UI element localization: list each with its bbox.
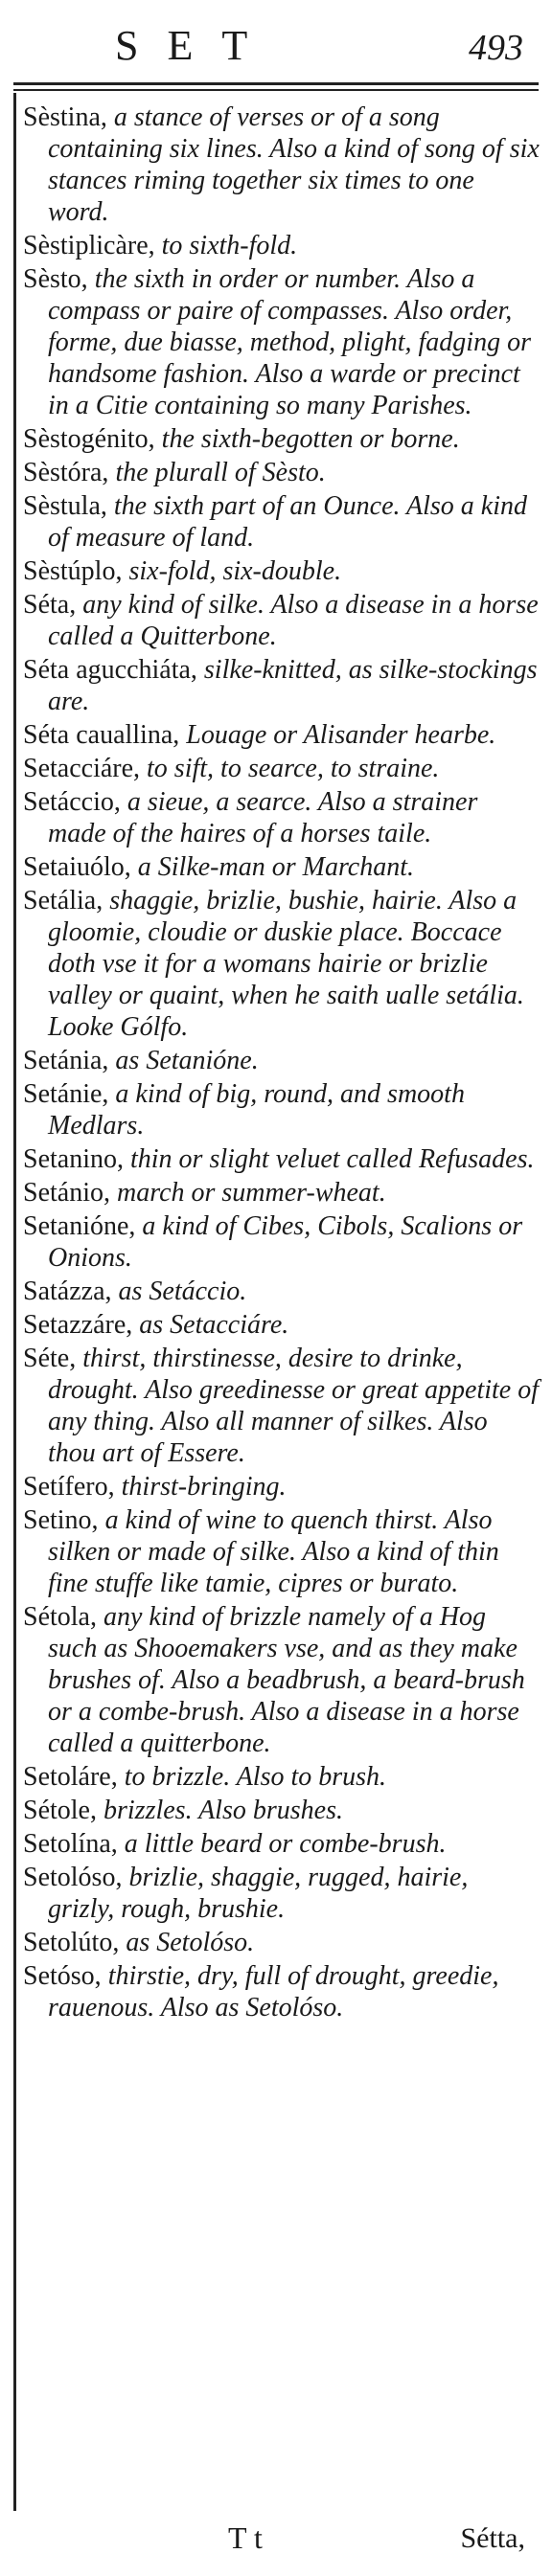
dictionary-entry — [23, 885, 540, 1043]
dictionary-entry — [23, 1309, 540, 1341]
running-head: SET — [115, 22, 277, 69]
dictionary-entry — [23, 786, 540, 849]
entry-definition: shaggie, brizlie, bushie, hairie. Also a gloomie, cloudie or duskie place. Boccace doth vse it for a womans hairie or brizlie valley or quaint, when he saith ualle setália. Looke Gólfo. — [48, 886, 524, 1042]
entry-headword: Setazzáre, — [23, 1310, 133, 1340]
entry-headword: Sétole, — [23, 1796, 97, 1825]
dictionary-entry — [23, 102, 540, 228]
entry-definition: a kind of big, round, and smooth Medlars. — [48, 1079, 465, 1141]
entry-headword: Setóso, — [23, 1961, 102, 1991]
entry-headword: Setanióne, — [23, 1211, 136, 1241]
entry-definition: six-fold, six-double. — [122, 556, 342, 586]
entry-headword: Sèstina, — [23, 102, 107, 132]
dictionary-entry — [23, 555, 540, 587]
entry-definition: as Setáccio. — [111, 1277, 247, 1306]
entry-definition: a sieue, a searce. Also a strainer made of the haires of a horses taile. — [48, 787, 478, 848]
dictionary-entry — [23, 1045, 540, 1076]
entry-headword: Setífero, — [23, 1472, 115, 1502]
dictionary-entry — [23, 589, 540, 652]
dictionary-entry — [23, 230, 540, 261]
signature-mark: T t — [228, 2520, 263, 2555]
dictionary-entry — [23, 1504, 540, 1599]
entry-headword: Séte, — [23, 1344, 77, 1373]
header-rule-inner — [13, 89, 539, 91]
entry-definition: any kind of brizzle namely of a Hog such as Shooemakers vse, and as they make brushes of. Also a beadbrush, a beard-brush or a combe-brush. Also a disease in a horse called a quitterbone. — [48, 1602, 525, 1758]
entry-definition: brizzles. Also brushes. — [97, 1796, 343, 1825]
dictionary-entry — [23, 851, 540, 883]
column-rule — [13, 93, 16, 2511]
dictionary-entry — [23, 719, 540, 751]
dictionary-entry — [23, 457, 540, 488]
entry-definition: thirst-bringing. — [114, 1472, 287, 1502]
dictionary-entry — [23, 423, 540, 455]
entry-definition: a kind of wine to quench thirst. Also silken or made of silke. Also a kind of thin fine stuffe like tamie, cipres or burato. — [48, 1505, 499, 1598]
entry-headword: Setanino, — [23, 1144, 124, 1174]
dictionary-entry — [23, 1471, 540, 1503]
dictionary-entry — [23, 1862, 540, 1925]
entry-definition: silke-knitted, as silke-stockings are. — [48, 655, 538, 716]
entry-headword: Satázza, — [23, 1277, 112, 1306]
entry-headword: Setolóso, — [23, 1863, 123, 1892]
dictionary-entries — [23, 102, 540, 2025]
entry-definition: thirstie, dry, full of drought, greedie, rauenous. Also as Setolóso. — [48, 1961, 499, 2022]
entry-definition: to sift, to searce, to straine. — [140, 754, 440, 783]
entry-definition: the plurall of Sèsto. — [108, 458, 326, 487]
entry-headword: Sétola, — [23, 1602, 97, 1632]
entry-definition: any kind of silke. Also a disease in a horse called a Quitterbone. — [48, 590, 539, 651]
dictionary-entry — [23, 1795, 540, 1826]
dictionary-entry — [23, 753, 540, 784]
dictionary-entry — [23, 1927, 540, 1958]
dictionary-entry — [23, 1601, 540, 1759]
entry-definition: a stance of verses or of a song containing six lines. Also a kind of song of six stances riming together six times to one word. — [48, 102, 540, 227]
dictionary-entry — [23, 1343, 540, 1469]
entry-headword: Séta agucchiáta, — [23, 655, 197, 685]
entry-headword: Setolúto, — [23, 1928, 120, 1957]
entry-definition: thirst, thirstinesse, desire to drinke, drought. Also greedinesse or great appetite of any thing. Also all manner of silkes. Also thou art of Essere. — [48, 1344, 539, 1468]
dictionary-entry — [23, 1177, 540, 1209]
entry-headword: Setália, — [23, 886, 104, 915]
entry-headword: Setacciáre, — [23, 754, 141, 783]
entry-headword: Setánio, — [23, 1178, 110, 1208]
entry-definition: the sixth in order or number. Also a compass or paire of compasses. Also order, forme, due biasse, method, plight, fadging or handsome fashion. Also a warde or precinct in a Citie containing so many Parishes. — [48, 264, 531, 420]
entry-definition: thin or slight veluet called Refusades. — [124, 1144, 535, 1174]
entry-definition: a Silke-man or Marchant. — [130, 852, 415, 882]
entry-headword: Setáccio, — [23, 787, 121, 817]
entry-definition: as Setanióne. — [108, 1046, 259, 1075]
dictionary-entry — [23, 1143, 540, 1175]
entry-headword: Setaiuólo, — [23, 852, 131, 882]
dictionary-entry — [23, 1210, 540, 1274]
dictionary-entry — [23, 1276, 540, 1307]
header-rule — [13, 82, 539, 85]
dictionary-entry — [23, 490, 540, 554]
entry-definition: a kind of Cibes, Cibols, Scalions or Onions. — [48, 1211, 523, 1273]
entry-headword: Sèstogénito, — [23, 424, 155, 454]
entry-definition: to brizzle. Also to brush. — [117, 1762, 387, 1792]
entry-definition: as Setolóso. — [119, 1928, 255, 1957]
entry-definition: as Setacciáre. — [132, 1310, 289, 1340]
entry-definition: march or summer-wheat. — [110, 1178, 386, 1208]
entry-definition: brizlie, shaggie, rugged, hairie, grizly, rough, brushie. — [48, 1863, 469, 1924]
dictionary-entry — [23, 1960, 540, 2023]
dictionary-entry — [23, 1078, 540, 1141]
entry-headword: Sèsto, — [23, 264, 88, 294]
entry-definition: the sixth-begotten or borne. — [154, 424, 460, 454]
entry-headword: Séta cauallina, — [23, 720, 180, 750]
entry-headword: Setolína, — [23, 1829, 118, 1859]
entry-headword: Sèstóra, — [23, 458, 109, 487]
dictionary-entry — [23, 1828, 540, 1860]
page-header — [0, 0, 552, 88]
page-footer — [0, 2513, 552, 2570]
entry-definition: a little beard or combe-brush. — [117, 1829, 447, 1859]
catchword: Sétta, — [460, 2522, 525, 2554]
entry-definition: Louage or Alisander hearbe. — [179, 720, 496, 750]
entry-headword: Setoláre, — [23, 1762, 118, 1792]
dictionary-entry — [23, 1761, 540, 1793]
dictionary-entry — [23, 654, 540, 717]
entry-definition: the sixth part of an Ounce. Also a kind of measure of land. — [48, 491, 527, 553]
entry-headword: Setánie, — [23, 1079, 109, 1109]
page-number: 493 — [469, 28, 523, 68]
entry-headword: Setánia, — [23, 1046, 109, 1075]
entry-definition: to sixth-fold. — [154, 231, 298, 260]
entry-headword: Sèstula, — [23, 491, 107, 521]
entry-headword: Setino, — [23, 1505, 99, 1535]
dictionary-entry — [23, 263, 540, 421]
entry-headword: Sèstiplicàre, — [23, 231, 155, 260]
entry-headword: Sèstúplo, — [23, 556, 123, 586]
entry-headword: Séta, — [23, 590, 77, 620]
